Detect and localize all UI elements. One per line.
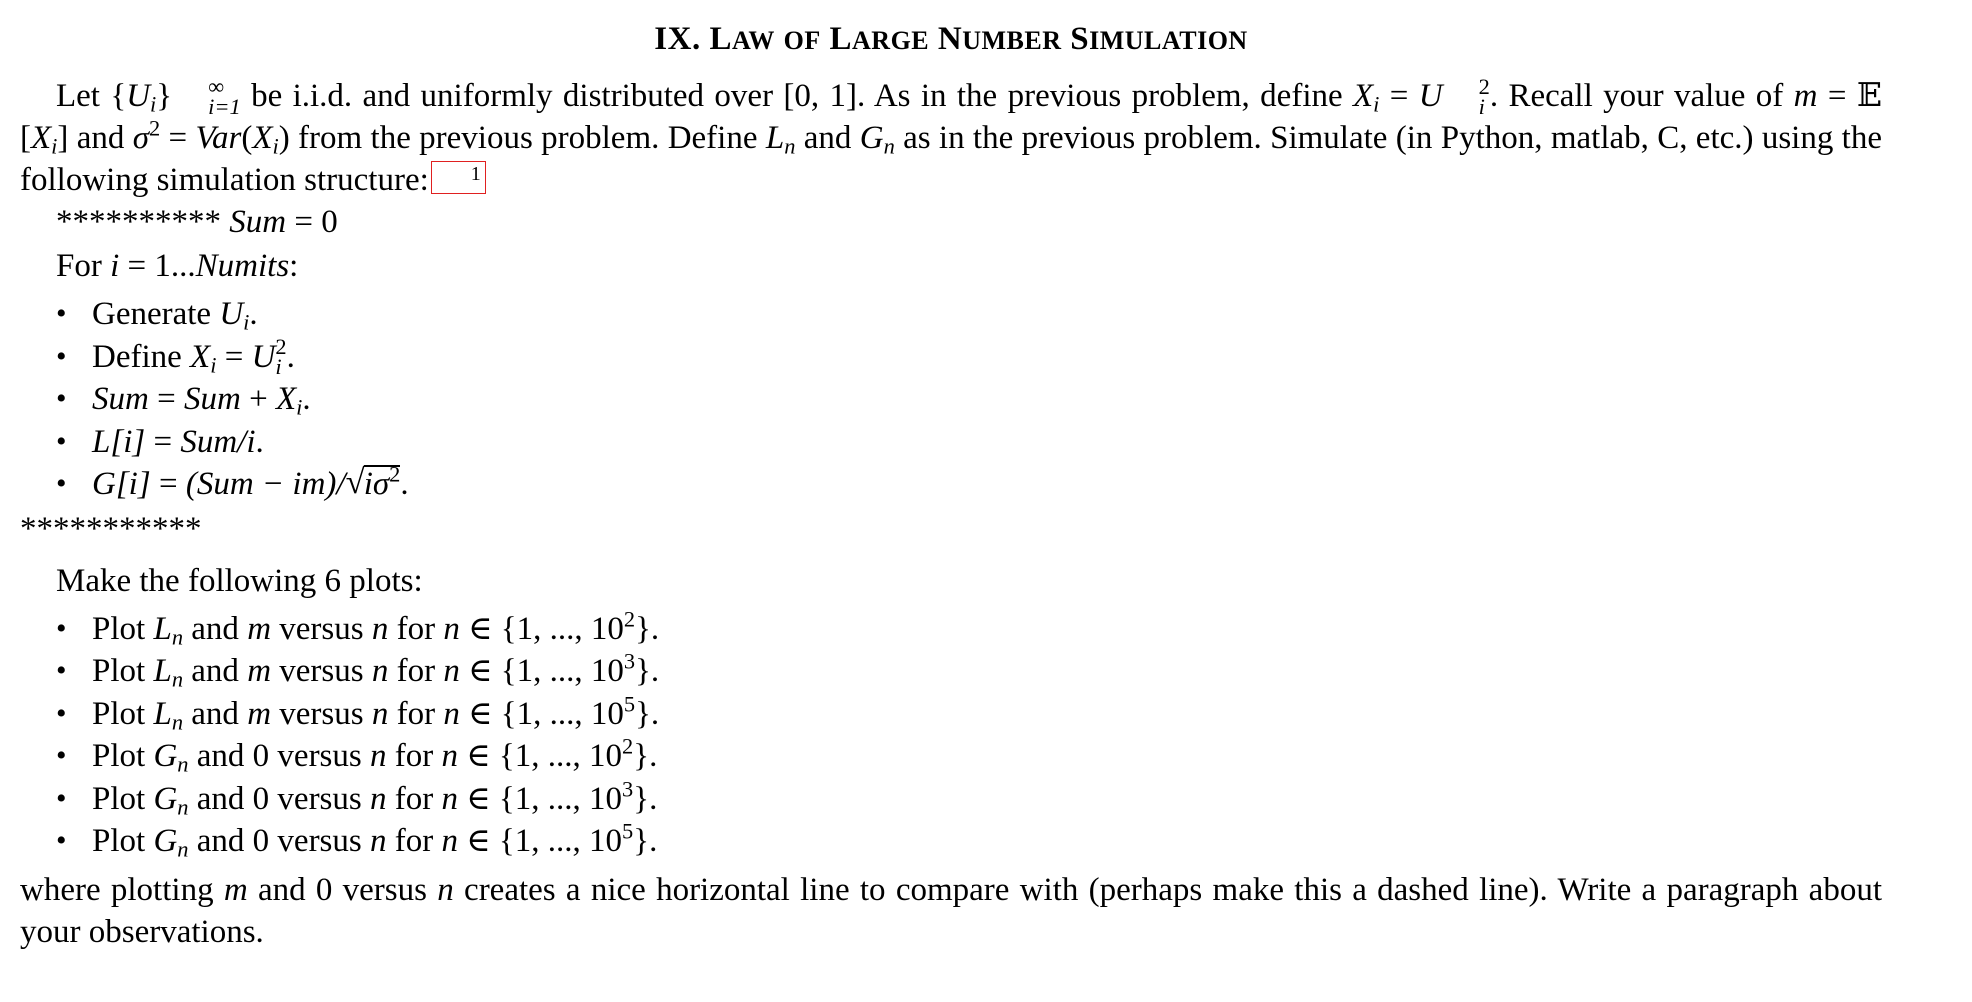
list-item: • Plot $G_n$ and 0 versus n for n ∈ {1, ..., $10^5$}. (56, 820, 1882, 863)
square-root: √ $i\sigma^2$ (345, 461, 401, 503)
closing-paragraph: where plotting m and 0 versus n creates a nice horizontal line to compare with (perhaps make this a dashed line). Write a paragraph about your observations. (20, 871, 1882, 950)
list-item: • Plot $L_n$ and m versus n for n ∈ {1, ..., $10^3$}. (56, 650, 1882, 693)
list-item: • Plot $L_n$ and m versus n for n ∈ {1, ..., $10^5$}. (56, 693, 1882, 736)
sum-init-line: ********** Sum = 0 (56, 204, 338, 241)
stars-top: ********** (56, 204, 221, 241)
simulation-steps (20, 293, 1882, 506)
plots-intro: Make the following 6 plots: (56, 562, 423, 599)
stars-bottom: *********** (20, 510, 202, 547)
list-item: • G[i] = (Sum − im)/ √ $i\sigma^2$. (56, 463, 1882, 506)
for-loop-line: For i = 1...Numits: (56, 248, 299, 285)
plot-list (20, 608, 1882, 863)
section-number: IX. (654, 21, 701, 57)
list-item: • Define $X_i = U$ 2 i . (56, 336, 1882, 379)
list-item: • Plot $L_n$ and m versus n for n ∈ {1, ..., $10^2$}. (56, 608, 1882, 651)
list-item: • Generate $U_i$. (56, 293, 1882, 336)
list-item: • Sum = Sum + $X_i$. (56, 378, 1882, 421)
intro-paragraph: Let $\{U_i\}$ ∞ i=1 be i.i.d. and uniformly distributed over [0, 1]. As in the previous problem, define $X_i = U$ 2 i . Recall your value of m = 𝔼 $[X_i]$ and $\sigma^2 = Var(X_i)$ from the previous problem. Define $L_n$ and $G_n$ as in the previous problem. Simulate (in Python, matlab, C, etc.) using the following simulation structure: 1 (20, 73, 1883, 199)
document-page (20, 18, 1882, 953)
footnote-link[interactable]: 1 (431, 161, 486, 194)
list-item: • Plot $G_n$ and 0 versus n for n ∈ {1, ..., $10^3$}. (56, 778, 1882, 821)
section-heading: IX. LAW OF LARGE NUMBER SIMULATION (654, 21, 1248, 57)
list-item: • Plot $G_n$ and 0 versus n for n ∈ {1, ..., $10^2$}. (56, 735, 1882, 778)
list-item: • L[i] = Sum/i. (56, 421, 1882, 464)
